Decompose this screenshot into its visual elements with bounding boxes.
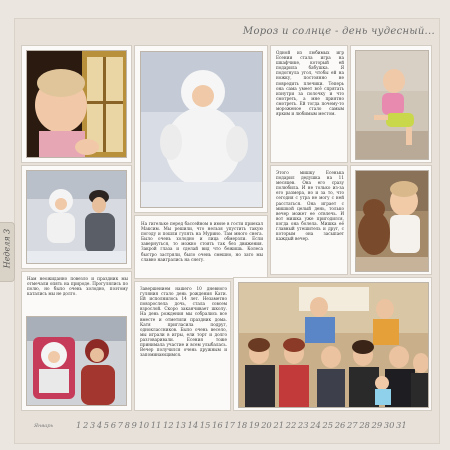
day-number: 18 — [236, 420, 248, 430]
story-text-walk: На гигельке перед бассейном в июне в гости приехал Максим. Мы решили, что нельзя упустить такую погоду и пошли гулять на Мурино. Там много снега. Было очень холодно и лица обмерзли. Если завернуться, то можно стоять так без движения. Закрой глаза и сделай вид что бежишь. Колеса быстро застряли, было очень смешно, но зато мы славно наигрались на снегу. — [141, 221, 263, 262]
page-title: Мороз и солнце - день чудесный... — [242, 26, 435, 37]
day-number: 9 — [131, 420, 137, 430]
day-number: 28 — [359, 420, 370, 430]
photo-baby-crawling — [355, 50, 429, 160]
day-number: 30 — [383, 420, 395, 430]
week-tab — [0, 222, 15, 282]
text-card-top-right — [270, 45, 348, 163]
day-number: 20 — [261, 420, 272, 430]
day-number: 17 — [224, 420, 235, 430]
day-number: 31 — [396, 420, 407, 430]
day-numbers — [76, 420, 408, 430]
photo-family-group — [238, 282, 429, 408]
photo-card-group — [233, 277, 432, 411]
day-number: 16 — [212, 420, 223, 430]
day-number: 12 — [162, 420, 174, 430]
day-number: 6 — [110, 420, 117, 430]
day-number: 5 — [103, 420, 110, 430]
story-text-teddy: Этого мишку Есенька подарил дедушка на 11 месяцев. Она его сразу полюбила. И не только из-за его размера, но и за то, что сегодня с утра не могу с ней расстаться. Она играет с мишкой целый день, только вечер может ее отвлечь. И вот мишка уже пригодился, когда она болела. Мишка её главный утешитель и друг, с которым она засыпает каждый вечер. — [276, 170, 344, 242]
text-card-center — [134, 215, 268, 279]
photo-baby-with-teddy — [355, 170, 429, 272]
day-number: 8 — [124, 420, 130, 430]
week-tab-label: Неделя 3 — [2, 228, 12, 269]
photo-sled-ride — [26, 316, 127, 406]
day-number: 4 — [96, 420, 103, 430]
story-text-shelf: Одной из любимых игр Есении стала игра на шкафчике, который ей подарила бабушка. Я подогнула угол, чтобы ей на ножку, постоянно не повредить плечики. Теперь она сама умеет всё спрятать изнутри за полочку и что смотреть, а мне приятно смотреть. Ей тогда почему-то мороженое стало самым ярким и любимым местом. — [276, 50, 344, 117]
date-row — [34, 420, 434, 434]
story-text-birthday: Завершением нашего 10 дневного гуляния стало день рождения Кати. Ей исполнилось 14 лет. Незаметно повзрослела дочь, стала совсем взрослой. Скоро заканчивает школу. На день рождения мы собрались все вместе и отметили праздник дома. Катя пригласила подруг, одноклассников. Было очень весело, мы играли в игры, ели торт и долго разговаривали. Есения тоже принимала участие и всем улыбалась. Вечер получился очень дружным и запоминающимся. — [140, 286, 227, 358]
photo-card-teddy — [350, 165, 432, 275]
day-number: 15 — [199, 420, 211, 430]
day-number: 3 — [89, 420, 96, 430]
day-number: 7 — [117, 420, 123, 430]
day-number: 13 — [175, 420, 186, 430]
text-card-right-middle — [270, 165, 348, 275]
day-number: 21 — [273, 420, 285, 430]
photo-child-at-window — [26, 50, 127, 158]
day-number: 26 — [334, 420, 346, 430]
day-number: 11 — [150, 420, 162, 430]
photo-card-snow — [134, 45, 268, 213]
text-card-birthday — [134, 281, 231, 411]
day-number: 1 — [76, 420, 82, 430]
day-number: 22 — [285, 420, 297, 430]
month-label: Январь — [34, 423, 54, 429]
day-number: 25 — [322, 420, 334, 430]
day-number: 10 — [138, 420, 150, 430]
photo-card-winter-walk — [21, 165, 132, 269]
photo-card-window — [21, 45, 132, 163]
story-text-holiday: Нам неожиданно повезло и праздник мы отмечали опять на природе. Прогулялись по полю, но было очень холодно, поэтому катались мы не долго. — [27, 276, 128, 297]
day-number: 19 — [248, 420, 260, 430]
day-number: 14 — [187, 420, 199, 430]
day-number: 2 — [82, 420, 89, 430]
photo-child-in-snow — [140, 51, 263, 208]
day-number: 27 — [346, 420, 358, 430]
day-number: 23 — [297, 420, 309, 430]
photo-winter-walk — [26, 170, 127, 264]
day-number: 29 — [371, 420, 383, 430]
photo-card-sled — [21, 271, 132, 411]
photo-card-crawling — [350, 45, 432, 163]
day-number: 24 — [310, 420, 321, 430]
